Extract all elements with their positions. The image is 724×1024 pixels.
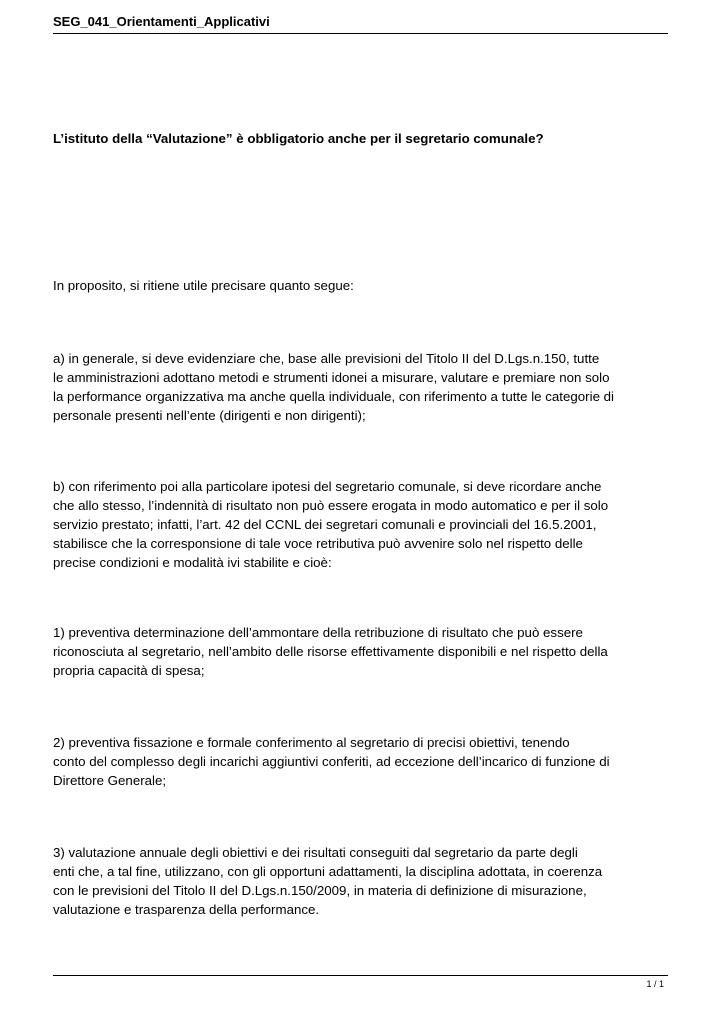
paragraph-a	[53, 349, 673, 425]
list-item-2-line: Direttore Generale;	[53, 773, 167, 788]
header-divider	[53, 33, 668, 34]
paragraph-b-line: che allo stesso, l’indennità di risultato non può essere erogata in modo automatico e per il solo	[53, 498, 609, 513]
list-item-3-line: con le previsioni del Titolo II del D.Lgs.n.150/2009, in materia di definizione di misurazione,	[53, 883, 587, 898]
paragraph-b	[53, 477, 673, 572]
list-item-3	[53, 843, 673, 919]
list-item-1	[53, 623, 673, 680]
paragraph-b-line: precise condizioni e modalità ivi stabilite e cioè:	[53, 555, 332, 570]
intro-line: In proposito, si ritiene utile precisare quanto segue:	[53, 278, 354, 293]
question-heading: L’istituto della “Valutazione” è obbligatorio anche per il segretario comunale?	[53, 131, 544, 146]
intro-paragraph	[53, 276, 673, 295]
list-item-2-line: 2) preventiva fissazione e formale conferimento al segretario di precisi obiettivi, tenendo	[53, 735, 570, 750]
list-item-3-line: 3) valutazione annuale degli obiettivi e dei risultati conseguiti dal segretario da parte degli	[53, 845, 578, 860]
list-item-3-line: valutazione e trasparenza della performance.	[53, 902, 320, 917]
paragraph-b-line: stabilisce che la corresponsione di tale voce retributiva può avvenire solo nel rispetto delle	[53, 536, 583, 551]
paragraph-b-line: servizio prestato; infatti, l’art. 42 del CCNL dei segretari comunali e provinciali del 16.5.2001,	[53, 517, 597, 532]
list-item-1-line: propria capacità di spesa;	[53, 663, 205, 678]
list-item-1-line: riconosciuta al segretario, nell’ambito delle risorse effettivamente disponibili e nel rispetto della	[53, 644, 608, 659]
paragraph-a-line: a) in generale, si deve evidenziare che, base alle previsioni del Titolo II del D.Lgs.n.150, tutte	[53, 351, 600, 366]
paragraph-a-line: personale presenti nell’ente (dirigenti e non dirigenti);	[53, 408, 366, 423]
paragraph-b-line: b) con riferimento poi alla particolare ipotesi del segretario comunale, si deve ricordare anche	[53, 479, 602, 494]
paragraph-a-line: la performance organizzativa ma anche quella individuale, con riferimento a tutte le categorie di	[53, 389, 615, 404]
paragraph-a-line: le amministrazioni adottano metodi e strumenti idonei a misurare, valutare e premiare non solo	[53, 370, 610, 385]
document-header-title: SEG_041_Orientamenti_Applicativi	[53, 14, 270, 29]
list-item-2-line: conto del complesso degli incarichi aggiuntivi conferiti, ad eccezione dell’incarico di funzione di	[53, 754, 610, 769]
footer-divider	[53, 975, 668, 976]
list-item-3-line: enti che, a tal fine, utilizzano, con gli opportuni adattamenti, la disciplina adottata, in coerenza	[53, 864, 603, 879]
page-number: 1 / 1	[646, 979, 664, 989]
list-item-2	[53, 733, 673, 790]
list-item-1-line: 1) preventiva determinazione dell’ammontare della retribuzione di risultato che può essere	[53, 625, 583, 640]
